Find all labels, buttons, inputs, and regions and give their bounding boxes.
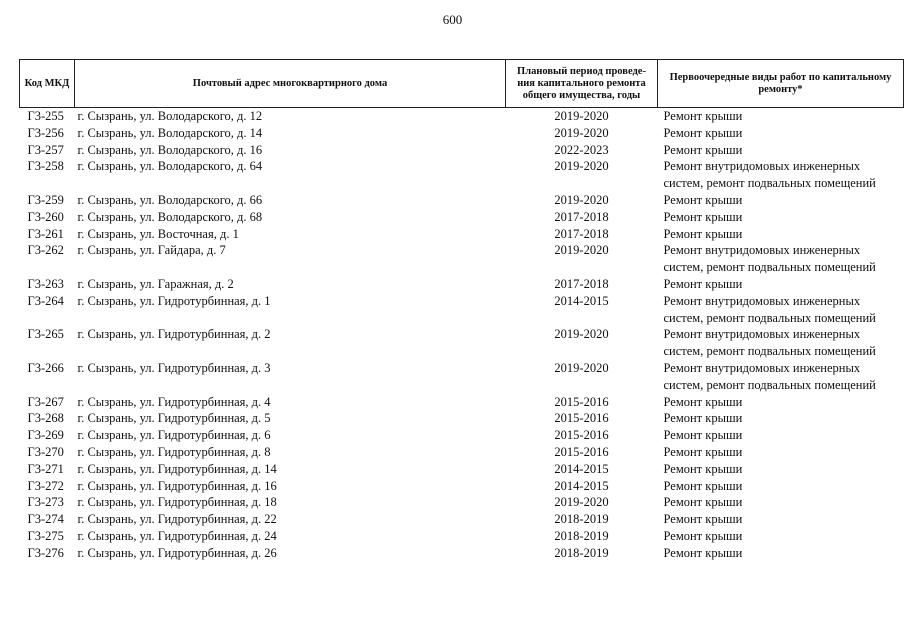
cell-code: Г3-268	[27, 411, 64, 426]
cell-address: г. Сызрань, ул. Гидротурбинная, д. 22	[77, 512, 277, 527]
cell-works: Ремонт внутридомовых инженерных систем, ремонт подвальных помещений	[663, 327, 876, 359]
cell-period: 2019-2020	[554, 327, 609, 342]
cell-code: Г3-258	[27, 159, 64, 174]
cell-period: 2019-2020	[554, 109, 609, 123]
cell-period: 2019-2020	[554, 192, 609, 207]
cell-address: г. Сызрань, ул. Гидротурбинная, д. 3	[77, 360, 271, 375]
cell-code: Г3-275	[27, 528, 64, 543]
table-row	[20, 427, 904, 444]
cell-address: г. Сызрань, ул. Володарского, д. 12	[77, 109, 263, 123]
table-row	[20, 108, 904, 125]
cell-code: Г3-266	[27, 360, 64, 375]
table-row	[20, 125, 904, 142]
table-row	[20, 209, 904, 226]
cell-period: 2017-2018	[554, 226, 609, 241]
cell-address: г. Сызрань, ул. Гайдара, д. 7	[77, 243, 226, 258]
cell-code: Г3-264	[27, 293, 64, 308]
cell-code: Г3-257	[27, 142, 64, 157]
cell-works: Ремонт крыши	[663, 411, 743, 426]
header-works: Первоочередные виды работ по капитальному ремонту*	[658, 60, 904, 108]
cell-period: 2017-2018	[554, 276, 609, 291]
header-address: Почтовый адрес многоквартирного дома	[75, 60, 506, 108]
cell-works: Ремонт крыши	[663, 444, 743, 459]
cell-code: Г3-269	[27, 428, 64, 443]
cell-code: Г3-263	[27, 276, 64, 291]
cell-works: Ремонт крыши	[663, 512, 743, 527]
page-number: 600	[442, 12, 463, 27]
cell-period: 2019-2020	[554, 243, 609, 258]
cell-code: Г3-271	[27, 461, 64, 476]
cell-address: г. Сызрань, ул. Володарского, д. 16	[77, 142, 263, 157]
cell-code: Г3-260	[27, 209, 64, 224]
cell-address: г. Сызрань, ул. Гидротурбинная, д. 24	[77, 528, 277, 543]
cell-address: г. Сызрань, ул. Володарского, д. 14	[77, 125, 263, 140]
table-row	[20, 478, 904, 495]
cell-period: 2015-2016	[554, 428, 609, 443]
cell-period: 2018-2019	[554, 528, 609, 543]
cell-code: Г3-256	[27, 125, 64, 140]
cell-period: 2014-2015	[554, 461, 609, 476]
cell-period: 2019-2020	[554, 495, 609, 510]
cell-code: Г3-259	[27, 192, 64, 207]
cell-works: Ремонт крыши	[663, 461, 743, 476]
table-row	[20, 192, 904, 209]
repair-program-table	[19, 59, 904, 562]
cell-address: г. Сызрань, ул. Восточная, д. 1	[77, 226, 239, 241]
header-period: Плановый период проведе-ния капитального ремонта общего имущества, годы	[506, 60, 658, 108]
cell-works: Ремонт крыши	[663, 192, 743, 207]
cell-code: Г3-262	[27, 243, 64, 258]
table-row	[20, 326, 904, 360]
cell-period: 2014-2015	[554, 293, 609, 308]
cell-works: Ремонт крыши	[663, 226, 743, 241]
cell-works: Ремонт крыши	[663, 142, 743, 157]
cell-code: Г3-272	[27, 478, 64, 493]
cell-period: 2015-2016	[554, 444, 609, 459]
cell-address: г. Сызрань, ул. Гидротурбинная, д. 5	[77, 411, 271, 426]
table-header-row	[20, 60, 904, 108]
cell-period: 2015-2016	[554, 394, 609, 409]
table-row	[20, 545, 904, 562]
cell-address: г. Сызрань, ул. Гидротурбинная, д. 2	[77, 327, 271, 342]
cell-works: Ремонт крыши	[663, 478, 743, 493]
table-row	[20, 494, 904, 511]
cell-address: г. Сызрань, ул. Гидротурбинная, д. 26	[77, 545, 277, 560]
cell-works: Ремонт крыши	[663, 125, 743, 140]
table-row	[20, 242, 904, 276]
cell-code: Г3-261	[27, 226, 64, 241]
table-row	[20, 142, 904, 159]
cell-works: Ремонт внутридомовых инженерных систем, ремонт подвальных помещений	[663, 243, 876, 275]
cell-works: Ремонт крыши	[663, 428, 743, 443]
cell-works: Ремонт крыши	[663, 495, 743, 510]
cell-period: 2015-2016	[554, 411, 609, 426]
cell-period: 2018-2019	[554, 512, 609, 527]
cell-period: 2017-2018	[554, 209, 609, 224]
cell-code: Г3-273	[27, 495, 64, 510]
cell-address: г. Сызрань, ул. Гидротурбинная, д. 6	[77, 428, 271, 443]
cell-period: 2019-2020	[554, 159, 609, 174]
cell-address: г. Сызрань, ул. Володарского, д. 66	[77, 192, 263, 207]
cell-code: Г3-267	[27, 394, 64, 409]
cell-address: г. Сызрань, ул. Гидротурбинная, д. 4	[77, 394, 271, 409]
cell-code: Г3-276	[27, 545, 64, 560]
table-row	[20, 461, 904, 478]
cell-works: Ремонт внутридомовых инженерных систем, ремонт подвальных помещений	[663, 159, 876, 191]
cell-address: г. Сызрань, ул. Гидротурбинная, д. 8	[77, 444, 271, 459]
cell-works: Ремонт крыши	[663, 528, 743, 543]
cell-code: Г3-274	[27, 512, 64, 527]
table-row	[20, 528, 904, 545]
cell-code: Г3-255	[27, 109, 64, 123]
cell-works: Ремонт внутридомовых инженерных систем, ремонт подвальных помещений	[663, 360, 876, 392]
table-row	[20, 360, 904, 394]
table-row	[20, 511, 904, 528]
cell-period: 2019-2020	[554, 125, 609, 140]
cell-period: 2014-2015	[554, 478, 609, 493]
table-row	[20, 410, 904, 427]
cell-code: Г3-270	[27, 444, 64, 459]
cell-works: Ремонт крыши	[663, 276, 743, 291]
table-row	[20, 276, 904, 293]
cell-works: Ремонт внутридомовых инженерных систем, ремонт подвальных помещений	[663, 293, 876, 325]
cell-address: г. Сызрань, ул. Гидротурбинная, д. 14	[77, 461, 277, 476]
cell-address: г. Сызрань, ул. Гидротурбинная, д. 1	[77, 293, 271, 308]
header-code: Код МКД	[20, 60, 75, 108]
cell-address: г. Сызрань, ул. Володарского, д. 68	[77, 209, 263, 224]
cell-address: г. Сызрань, ул. Володарского, д. 64	[77, 159, 263, 174]
cell-address: г. Сызрань, ул. Гидротурбинная, д. 16	[77, 478, 277, 493]
cell-works: Ремонт крыши	[663, 394, 743, 409]
table-row	[20, 226, 904, 243]
table-body	[20, 108, 904, 562]
cell-period: 2019-2020	[554, 360, 609, 375]
cell-period: 2018-2019	[554, 545, 609, 560]
table-row	[20, 293, 904, 327]
cell-works: Ремонт крыши	[663, 109, 743, 123]
cell-works: Ремонт крыши	[663, 209, 743, 224]
cell-address: г. Сызрань, ул. Гидротурбинная, д. 18	[77, 495, 277, 510]
table-row	[20, 444, 904, 461]
cell-period: 2022-2023	[554, 142, 609, 157]
table-row	[20, 394, 904, 411]
cell-code: Г3-265	[27, 327, 64, 342]
cell-address: г. Сызрань, ул. Гаражная, д. 2	[77, 276, 234, 291]
cell-works: Ремонт крыши	[663, 545, 743, 560]
table-row	[20, 158, 904, 192]
